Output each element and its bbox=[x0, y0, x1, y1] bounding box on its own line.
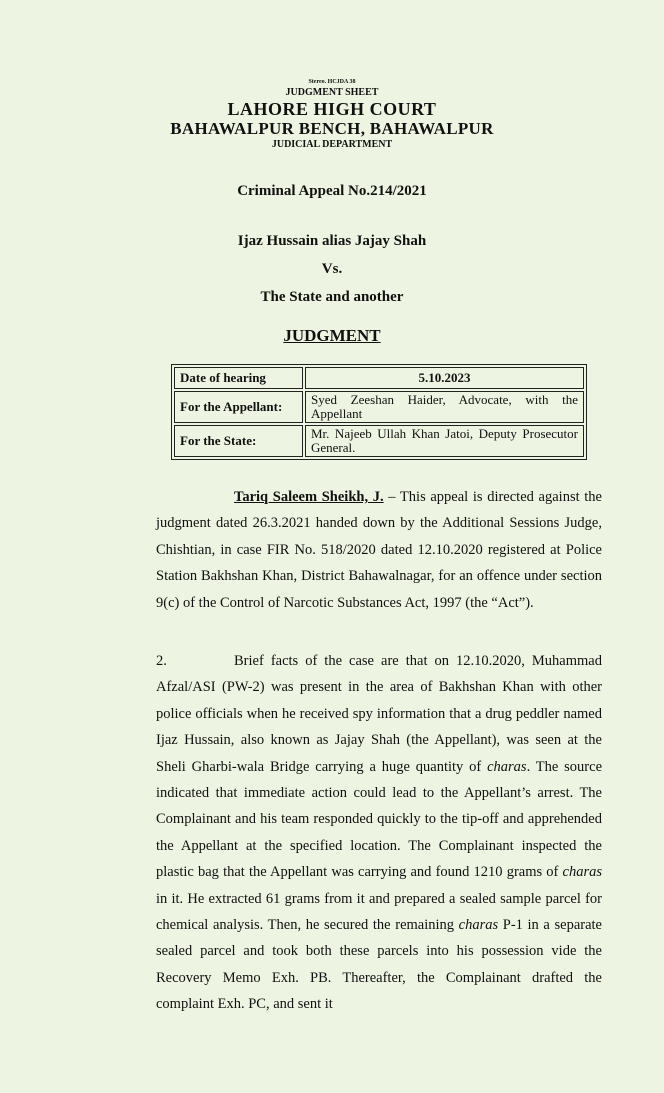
paragraph-text: Brief facts of the case are that on 12.10.2020, Muhammad Afzal/ASI (PW-2) was present in the area of Bakhshan Khan with other police officials when he received spy information that a drug peddler named Ijaz Hussain, also known as Jajay Shah (the Appellant), was seen at the Sheli Gharbi-wala Bridge carrying a huge quantity of bbox=[156, 653, 602, 775]
table-value: 5.10.2023 bbox=[305, 367, 584, 389]
paragraph-text: – This appeal is directed against the judgment dated 26.3.2021 handed down by the Additional Sessions Judge, Chishtian, in case FIR No. 518/2020 dated 12.10.2020 registered at Police Station Bakhshan Khan, District Bahawalnagar, for an offence under section 9(c) of the Control of Narcotic Substances Act, 1997 (the “Act”). bbox=[156, 489, 602, 611]
versus: Vs. bbox=[321, 261, 343, 277]
judgment-title: JUDGMENT bbox=[283, 326, 381, 345]
paragraph-text: . The source indicated that immediate action could lead to the Appellant’s arrest. The Complainant and his team responded quickly to the tip-off and apprehended the Appellant at the specified location. The Complainant inspected the plastic bag that the Appellant was carrying and found 1210 grams of bbox=[156, 758, 603, 881]
table-value: Mr. Najeeb Ullah Khan Jatoi, Deputy Prosecutor General. bbox=[305, 425, 584, 457]
table-row bbox=[174, 425, 584, 457]
respondent-name: The State and another bbox=[260, 289, 404, 305]
stereo-code: Stereo. HCJDA 38 bbox=[308, 79, 356, 85]
judgment-heading bbox=[0, 326, 664, 346]
italic-term: charas bbox=[458, 917, 499, 934]
paragraph-text: P-1 in a separate sealed parcel and took both these parcels into his possession vide the Recovery Memo Exh. PB. Thereafter, the Complainant drafted the complaint Exh. PC, and sent it bbox=[156, 917, 602, 1013]
table-label: For the State: bbox=[174, 425, 303, 457]
paragraph-2 bbox=[156, 648, 602, 1018]
table-label: Date of hearing bbox=[174, 367, 303, 389]
table-row bbox=[174, 367, 584, 389]
table-label: For the Appellant: bbox=[174, 391, 303, 423]
judge-name: Tariq Saleem Sheikh, J. bbox=[234, 489, 384, 505]
italic-term: charas bbox=[562, 864, 602, 881]
bench-name: BAHAWALPUR BENCH, BAHAWALPUR bbox=[170, 119, 494, 138]
table-value: Syed Zeeshan Haider, Advocate, with the Appellant bbox=[305, 391, 584, 423]
paragraph-text: in it. He extracted 61 grams from it and prepared a sealed sample parcel for chemical analysis. Then, he secured the remaining bbox=[156, 890, 602, 934]
sheet-title: JUDGMENT SHEET bbox=[285, 87, 379, 98]
table-row bbox=[174, 391, 584, 423]
department-name: JUDICIAL DEPARTMENT bbox=[271, 139, 393, 150]
appeal-number: Criminal Appeal No.214/2021 bbox=[237, 183, 427, 199]
appellant-name: Ijaz Hussain alias Jajay Shah bbox=[237, 233, 427, 249]
italic-term: charas bbox=[487, 758, 527, 775]
court-name: LAHORE HIGH COURT bbox=[227, 99, 437, 119]
paragraph-1 bbox=[156, 484, 602, 616]
paragraph-number: 2. bbox=[156, 653, 167, 669]
hearing-info-table bbox=[171, 364, 587, 460]
